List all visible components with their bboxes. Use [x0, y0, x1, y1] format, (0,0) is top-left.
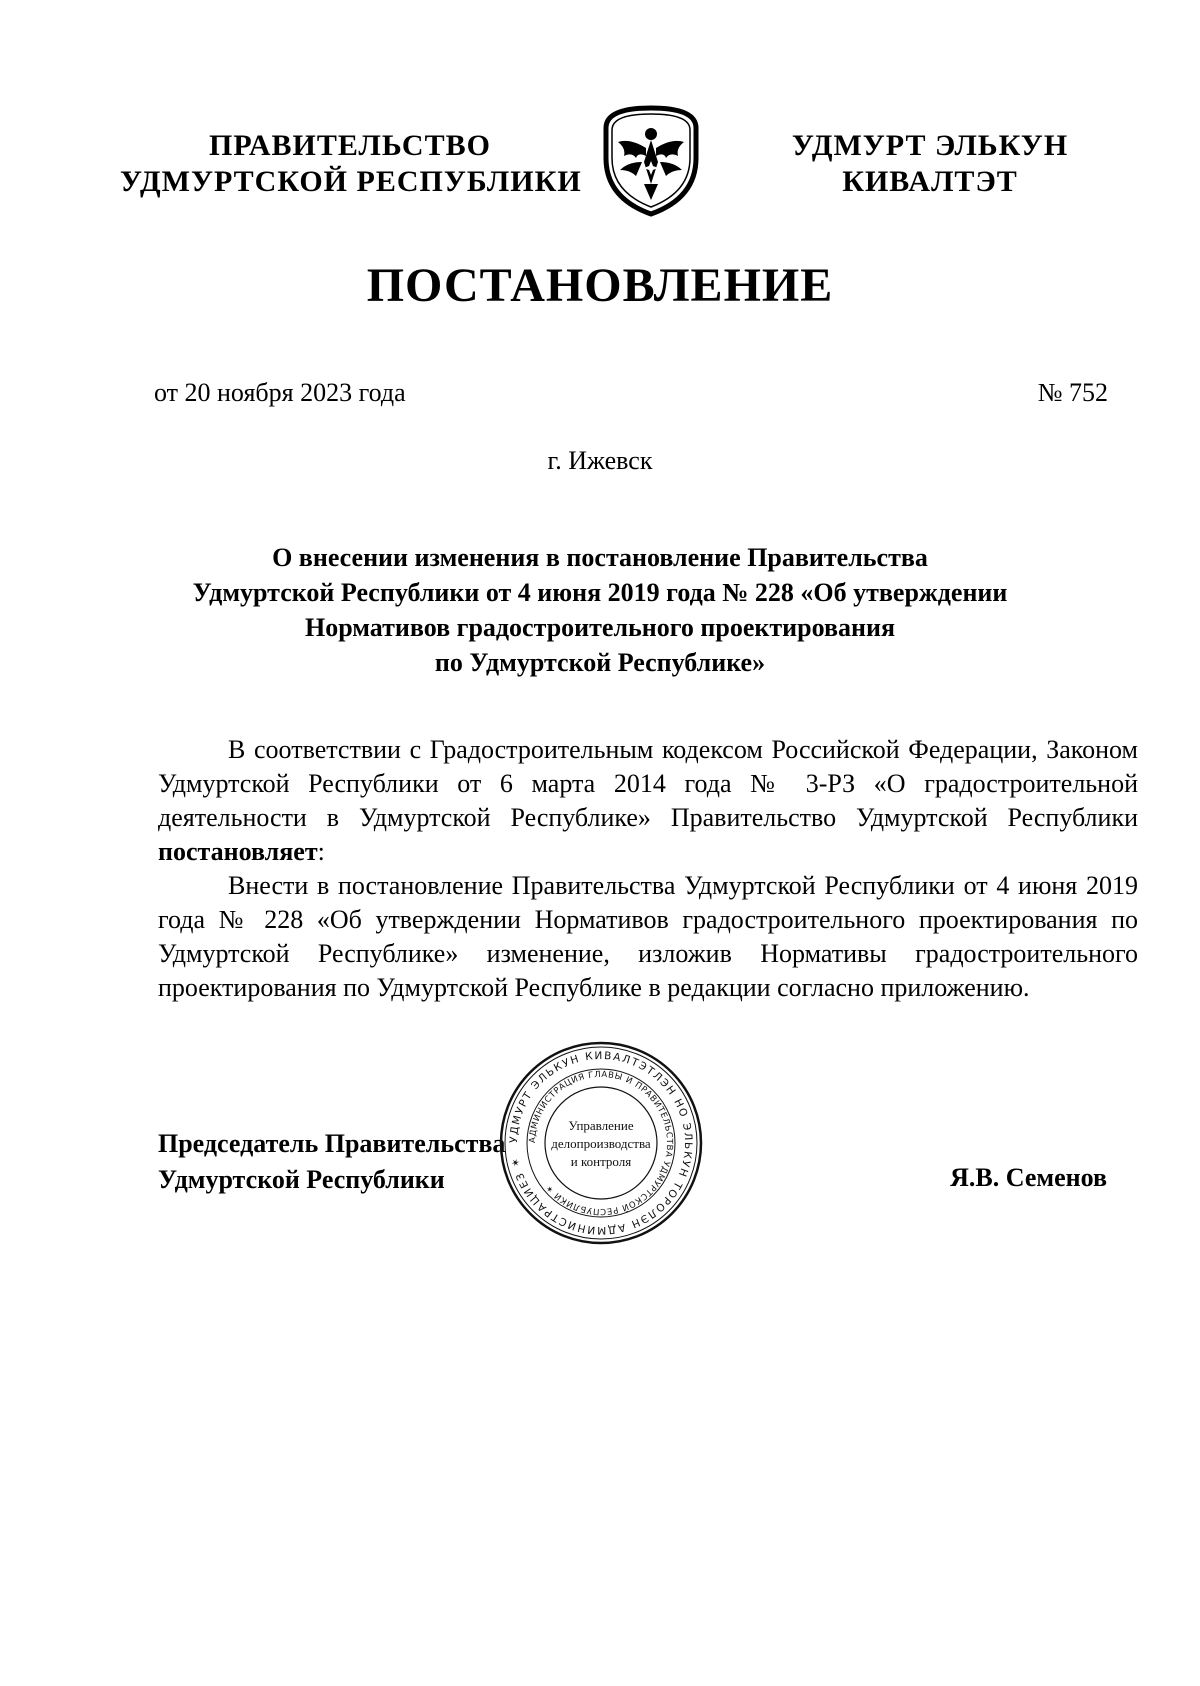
header-right-line2: КИВАЛТЭТ: [842, 165, 1018, 198]
signatory-name: Я.В. Семенов: [950, 1163, 1107, 1192]
coat-of-arms-icon: [596, 100, 706, 220]
signatory-position-line1: Председатель Правительства: [158, 1129, 506, 1158]
title-line-3: Нормативов градостроительного проектирования: [304, 613, 896, 642]
header-left-line1: ПРАВИТЕЛЬСТВО: [209, 129, 491, 162]
title-line-2: Удмуртской Республики от 4 июня 2019 года № 228 «Об утверждении: [192, 578, 1008, 607]
svg-text:УДМУРТ ЭЛЬКУН КИВАЛТЭТЛЭН НО Э: УДМУРТ ЭЛЬКУН КИВАЛТЭТЛЭН НО ЭЛЬКУН ТОРОЛЭН АДМИНИСТРАЦИЕЗ ✶: [507, 1049, 695, 1237]
document-date: от 20 ноября 2023 года: [154, 378, 406, 407]
svg-text:и контроля: и контроля: [570, 1154, 632, 1169]
svg-text:Управление: Управление: [568, 1118, 634, 1133]
body-paragraph-1: [158, 733, 1138, 869]
document-city: г. Ижевск: [547, 446, 653, 475]
header-left-line2: УДМУРТСКОЙ РЕСПУБЛИКИ: [120, 165, 582, 198]
signatory-position-line2: Удмуртской Республики: [158, 1165, 445, 1194]
title-line-4: по Удмуртской Республике»: [434, 648, 766, 677]
svg-text:АДМИНИСТРАЦИЯ ГЛАВЫ И ПРАВИТЕЛ: АДМИНИСТРАЦИЯ ГЛАВЫ И ПРАВИТЕЛЬСТВА УДМУРТСКОЙ РЕСПУБЛИКИ ✶: [527, 1069, 675, 1217]
signatory-position: [158, 1126, 505, 1198]
document-body: [158, 733, 1138, 1005]
document-number: № 752: [1037, 378, 1108, 407]
official-stamp: [498, 1040, 704, 1246]
svg-text:делопроизводства: делопроизводства: [551, 1136, 651, 1151]
header-right-block: [770, 128, 1090, 200]
paragraph-1-bold-verb: постановляет: [158, 837, 318, 866]
paragraph-1-text: В соответствии с Градостроительным кодексом Российской Федерации, Законом Удмуртской Республики от 6 марта 2014 года № 3-РЗ «О градостроительной деятельности в Удмуртской Республике» Правительство Удмуртской Республики: [158, 735, 1138, 832]
title-line-1: О внесении изменения в постановление Правительства: [272, 543, 928, 572]
document-type-heading: ПОСТАНОВЛЕНИЕ: [366, 259, 834, 312]
header-left-block: [120, 128, 580, 200]
document-title: [150, 540, 1050, 680]
body-paragraph-2: Внести в постановление Правительства Удмуртской Республики от 4 июня 2019 года № 228 «Об утверждении Нормативов градостроительного проектирования по Удмуртской Республике» изменение, изложив Нормативы градостроительного проектирования по Удмуртской Республике в редакции согласно приложению.: [158, 871, 1138, 1002]
header-right-line1: УДМУРТ ЭЛЬКУН: [791, 129, 1069, 162]
paragraph-1-end: :: [317, 837, 325, 866]
